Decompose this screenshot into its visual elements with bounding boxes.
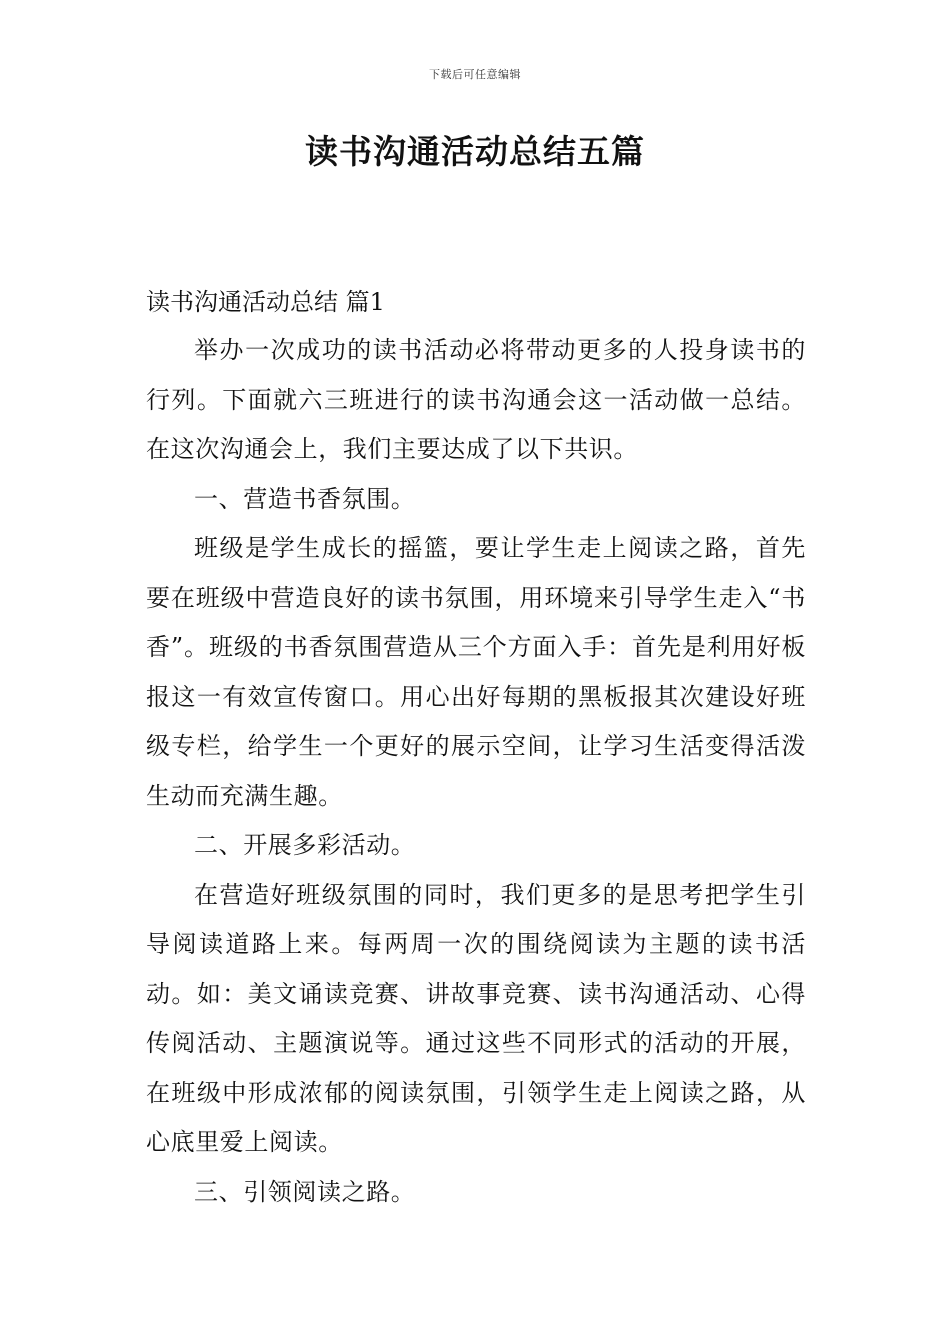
document-title: 读书沟通活动总结五篇 bbox=[305, 132, 645, 171]
document-body bbox=[146, 278, 806, 1217]
subheading-activities: 二、开展多彩活动。 bbox=[194, 831, 416, 859]
paragraph-atmosphere: 班级是学生成长的摇篮，要让学生走上阅读之路，首先要在班级中营造良好的读书氛围，用环境来引导学生走入“书香”。班级的书香氛围营造从三个方面入手：首先是利用好板报这一有效宣传窗口。用心出好每期的黑板报其次建设好班级专栏，给学生一个更好的展示空间，让学习生活变得活泼生动而充满生趣。 bbox=[146, 534, 806, 810]
paragraph-intro: 举办一次成功的读书活动必将带动更多的人投身读书的行列。下面就六三班进行的读书沟通会这一活动做一总结。在这次沟通会上，我们主要达成了以下共识。 bbox=[146, 336, 806, 463]
paragraph-activities: 在营造好班级氛围的同时，我们更多的是思考把学生引导阅读道路上来。每两周一次的围绕阅读为主题的读书活动。如：美文诵读竞赛、讲故事竞赛、读书沟通活动、心得传阅活动、主题演说等。通过这些不同形式的活动的开展，在班级中形成浓郁的阅读氛围，引领学生走上阅读之路，从心底里爱上阅读。 bbox=[146, 880, 806, 1156]
subheading-reading-path: 三、引领阅读之路。 bbox=[194, 1177, 416, 1206]
header-note: 下载后可任意编辑 bbox=[429, 68, 521, 81]
section-heading: 读书沟通活动总结 篇1 bbox=[146, 288, 385, 316]
subheading-atmosphere: 一、营造书香氛围。 bbox=[194, 484, 416, 513]
